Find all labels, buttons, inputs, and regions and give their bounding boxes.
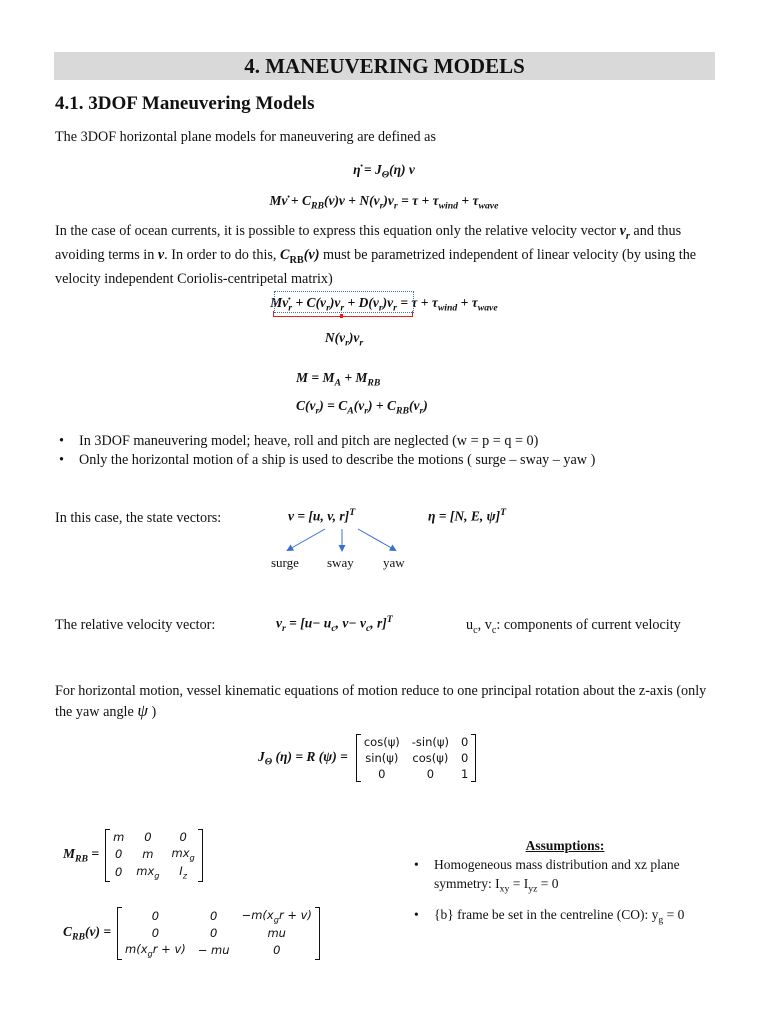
equation-kinematics xyxy=(0,162,768,181)
matrix-cell: 0 xyxy=(426,767,435,781)
currents-crb-sub: RB xyxy=(289,254,304,266)
rotation-lhs: $J_\Theta$ (η) = R (ψ) = xyxy=(258,748,348,768)
coriolis-damping-box xyxy=(274,291,414,313)
matrix-cell: 0 xyxy=(210,909,218,924)
matrix-cell: mu xyxy=(267,926,286,941)
matrix-cell: 0 xyxy=(144,830,152,844)
assumptions-list xyxy=(410,855,710,929)
matrix-row xyxy=(119,925,318,941)
assumption-item: • Homogeneous mass distribution and xz plane symmetry: $I_{xy} = I_{yz} = 0$ xyxy=(410,855,710,899)
mrb-lhs: $M_{RB}$ = xyxy=(63,845,100,865)
matrix-cell: − mu xyxy=(197,943,230,958)
matrix-cell: m xyxy=(142,847,154,862)
currents-nu-2: ν xyxy=(157,246,165,263)
matrix-cell: sin(ψ) xyxy=(365,751,399,765)
matrix-row xyxy=(358,734,474,750)
crb-lhs: $C_{RB}(\nu)$ = xyxy=(63,923,112,943)
eq1-sub: Θ xyxy=(381,169,390,181)
equation-kinetics: Mν̇ + $C_{RB}(\nu)\nu + N(\nu_r)\nu_r = \tau + \tau_{wind} + \tau_{wave}$ xyxy=(269,193,499,212)
kinematics-paragraph xyxy=(55,682,715,722)
arrow-surge xyxy=(288,529,325,550)
matrix-cell: 0 xyxy=(273,943,281,958)
rotation-matrix xyxy=(358,734,474,782)
currents-crb-arg: (ν) xyxy=(303,246,320,263)
assumptions-title: Assumptions: xyxy=(525,838,605,853)
currents-text-3: . In order to do this, xyxy=(164,246,281,263)
bullet-item: • In 3DOF maneuvering model; heave, roll and pitch are neglected (w = p = q = 0) xyxy=(55,432,715,451)
eq1-rest: (η) ν xyxy=(389,162,415,177)
state-eta: η = [N, E, ψ]$^T$ xyxy=(428,507,507,524)
kin-text-1: For horizontal motion, vessel kinematic equations of motion reduce to one principal rotation about the z-axis (only the yaw angle xyxy=(55,683,707,720)
crb-matrix xyxy=(119,907,318,960)
matrix-cell: 0 xyxy=(151,926,160,941)
kin-psi: ψ xyxy=(137,701,148,720)
matrix-cell: 0 xyxy=(179,830,187,844)
matrix-cell: 0 xyxy=(115,847,123,862)
equation-coriolis: $C(\nu_r) = C_A(\nu_r) + C_{RB}(\nu_r)$ xyxy=(296,398,428,417)
matrix-cell: 1 xyxy=(460,767,469,781)
rotation-equation xyxy=(258,734,474,782)
bullet-list xyxy=(55,432,715,470)
state-nu: ν = [u, v, r]$^T$ xyxy=(288,507,356,524)
equation-mass: $M = M_A + M_{RB}$ xyxy=(296,370,381,389)
eq1-main: η̇ = J xyxy=(353,162,382,177)
matrix-cell: $mx_g$ xyxy=(171,846,195,863)
matrix-row xyxy=(107,845,201,863)
currents-paragraph xyxy=(55,222,713,289)
label-sway: sway xyxy=(327,555,354,570)
matrix-cell: $-m(x_gr + v)$ xyxy=(241,908,312,925)
arrow-yaw xyxy=(358,529,395,550)
matrix-row xyxy=(119,941,318,959)
matrix-cell: -sin(ψ) xyxy=(411,735,449,749)
matrix-row xyxy=(107,863,201,881)
currents-text-1: In the case of ocean currents, it is possible to express this equation only the relative velocity vector xyxy=(55,223,620,239)
matrix-cell: cos(ψ) xyxy=(363,735,400,749)
mrb-equation xyxy=(63,829,201,882)
matrix-cell: m xyxy=(113,830,125,844)
equation-relative: $M\nu̇_r + C(\nu_r)\nu_r + D(\nu_r)\nu_r = \tau + \tau_{wind} + \tau_{wave}$ xyxy=(270,295,498,314)
intro-text: The 3DOF horizontal plane models for maneuvering are defined as xyxy=(55,129,436,145)
state-vector-label: In this case, the state vectors: xyxy=(55,510,222,526)
relative-velocity-note: $u_c$, $v_c$: components of current velocity xyxy=(466,617,681,636)
matrix-cell: $m(x_gr + v)$ xyxy=(125,942,186,959)
matrix-row xyxy=(358,750,474,766)
bullet-item: • Only the horizontal motion of a ship is used to describe the motions ( surge – sway – yaw ) xyxy=(55,451,715,470)
matrix-row xyxy=(119,907,318,925)
relative-velocity-label: The relative velocity vector: xyxy=(55,617,216,633)
equation-n-term: $N(\nu_r)\nu_r$ xyxy=(324,330,364,349)
assumption-item: • {b} frame be set in the centreline (CO): $y_g = 0$ xyxy=(410,905,710,930)
state-arrows xyxy=(270,526,410,556)
currents-text-4: must be parametrized independent of linear velocity (by using the velocity independent Coriolis-centripetal matrix) xyxy=(55,246,697,287)
crb-equation xyxy=(63,907,318,960)
currents-text-2: and thus avoiding terms in xyxy=(55,223,682,263)
matrix-row xyxy=(358,766,474,782)
label-surge: surge xyxy=(271,555,299,570)
underbrace-tip xyxy=(340,314,343,318)
matrix-cell: $I_z$ xyxy=(179,864,188,881)
kin-text-2: ) xyxy=(147,704,157,720)
matrix-cell: cos(ψ) xyxy=(412,751,449,765)
relative-velocity-eq: $\nu_r = [u- u_c$, $v- v_c$, r]$^T$ xyxy=(276,614,393,635)
matrix-cell: 0 xyxy=(460,751,469,765)
chapter-title: 4. MANEUVERING MODELS xyxy=(54,52,715,80)
matrix-cell: 0 xyxy=(151,909,160,924)
currents-nu: ν xyxy=(619,223,626,239)
currents-nu-sub: r xyxy=(625,230,630,242)
underbrace xyxy=(273,311,413,317)
mrb-matrix xyxy=(107,829,201,882)
label-yaw: yaw xyxy=(383,555,405,570)
matrix-cell: $mx_g$ xyxy=(136,864,160,881)
section-title: 4.1. 3DOF Maneuvering Models xyxy=(55,93,315,114)
matrix-cell: 0 xyxy=(460,735,469,749)
currents-crb: C xyxy=(280,246,290,263)
matrix-row xyxy=(107,829,201,845)
matrix-cell: 0 xyxy=(378,767,386,781)
matrix-cell: 0 xyxy=(115,865,123,880)
matrix-cell: 0 xyxy=(210,926,218,941)
